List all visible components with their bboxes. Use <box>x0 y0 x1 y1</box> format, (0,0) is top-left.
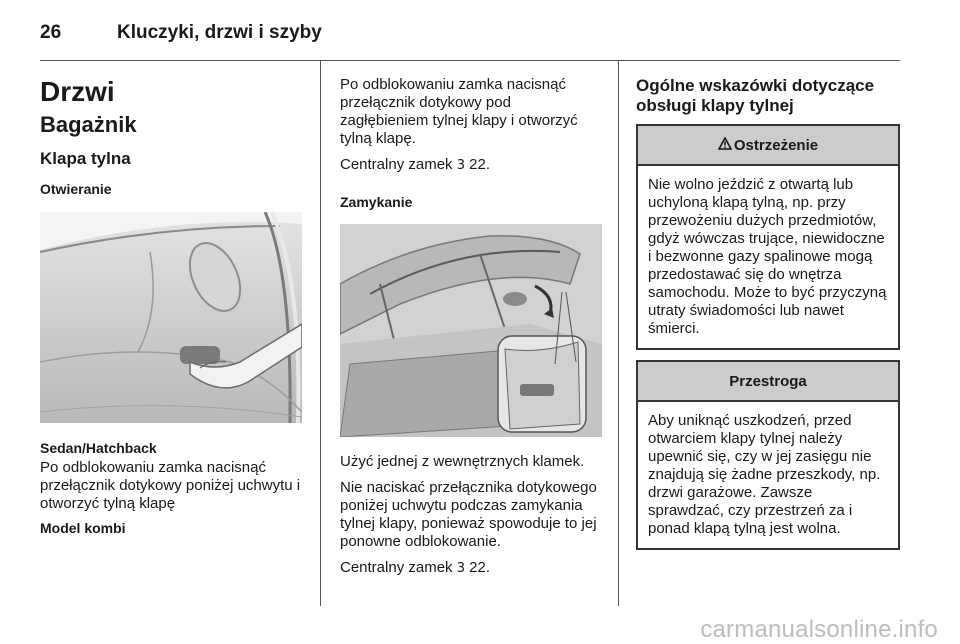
tailgate-opening-illustration <box>40 212 302 423</box>
column-2 <box>340 66 602 578</box>
column-3 <box>636 66 900 550</box>
page-reference-icon: 3 <box>456 158 465 173</box>
warning-title: Ostrzeżenie <box>733 136 819 154</box>
header-divider <box>40 60 900 61</box>
xref-label: Centralny zamek <box>340 156 453 173</box>
kombi-heading: Model kombi <box>40 520 126 536</box>
central-lock-xref-2[interactable] <box>340 559 602 578</box>
caution-header: Przestroga <box>638 362 898 402</box>
warning-triangle-icon <box>718 137 732 154</box>
opening-heading: Otwieranie <box>40 181 112 197</box>
topic-title: Klapa tylna <box>40 149 131 168</box>
xref-page: 22. <box>469 156 491 173</box>
tailgate-closing-illustration <box>340 224 602 437</box>
do-not-press-switch-text: Nie naciskać przełącznika dotykowego poniżej uchwytu podczas zamykania tylnej klapy, ponieważ spowoduje to jej ponowne odblokowanie. <box>340 479 597 550</box>
kombi-text: Po odblokowaniu zamka nacisnąć przełącznik dotykowy pod zagłębieniem tylnej klapy i otworzyć tylną klapę. <box>340 76 578 147</box>
use-handle-text: Użyć jednej z wewnętrznych klamek. <box>340 453 585 470</box>
chapter-title: Kluczyki, drzwi i szyby <box>117 22 322 43</box>
warning-header <box>638 126 898 166</box>
central-lock-xref-1[interactable] <box>340 156 602 175</box>
sedan-hatchback-text: Po odblokowaniu zamka nacisnąć przełącznik dotykowy poniżej uchwytu i otworzyć tylną klapę <box>40 459 301 512</box>
caution-box <box>636 360 900 550</box>
xref-label: Centralny zamek <box>340 559 453 576</box>
general-notes-title: Ogólne wskazówki dotyczące obsługi klapy tylnej <box>636 76 875 115</box>
sedan-hatchback-heading: Sedan/Hatchback <box>40 440 157 456</box>
page-reference-icon: 3 <box>456 561 465 576</box>
column-1 <box>40 66 302 537</box>
column-divider-2 <box>618 60 619 606</box>
page-header <box>0 0 960 60</box>
xref-page: 22. <box>469 559 491 576</box>
page-number: 26 <box>40 22 62 43</box>
subsection-title: Bagażnik <box>40 112 137 137</box>
section-title: Drzwi <box>40 76 115 107</box>
caution-text: Aby uniknąć uszkodzeń, przed otwarciem klapy tylnej należy upewnić się, czy w jej zasięgu nie znajdują się żadne przeszkody, np. drzwi garażowe. Zawsze sprawdzać, czy przestrzeń za i ponad klapą tylną jest wolna. <box>648 412 881 537</box>
column-divider-1 <box>320 60 321 606</box>
watermark: carmanualsonline.info <box>700 616 938 643</box>
warning-box <box>636 124 900 350</box>
closing-heading: Zamykanie <box>340 194 413 210</box>
warning-text: Nie wolno jeździć z otwartą lub uchyloną klapą tylną, np. przy przewożeniu dużych przedmiotów, gdyż wówczas trujące, niewidoczne i bezwonne gazy spalinowe mogą przedostawać się do wnętrza samochodu. Może to być przyczyną utraty świadomości lub nawet śmierci. <box>648 176 887 337</box>
